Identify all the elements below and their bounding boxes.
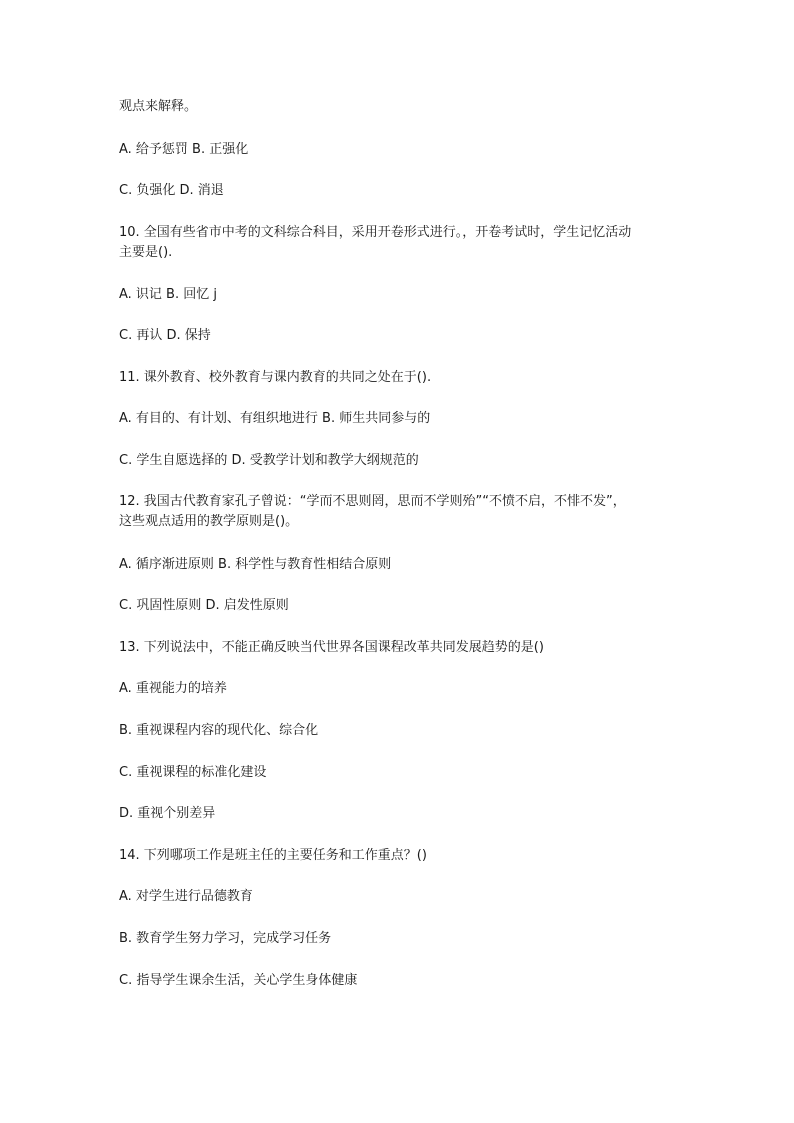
- q10-options-ab: A. 识记 B. 回忆 j: [119, 287, 217, 302]
- q12-stem: 12. 我国古代教育家孔子曾说：“学而不思则罔，思而不学则殆”“不愤不启，不悱不发”，: [119, 494, 626, 509]
- q14-stem: 14. 下列哪项工作是班主任的主要任务和工作重点？(): [119, 848, 427, 863]
- q11-options-cd: C. 学生自愿选择的 D. 受教学计划和教学大纲规范的: [119, 453, 419, 468]
- q14-option-c: C. 指导学生课余生活，关心学生身体健康: [119, 973, 358, 988]
- q13-option-b: B. 重视课程内容的现代化、综合化: [119, 723, 319, 738]
- q10-stem: 10. 全国有些省市中考的文科综合科目，采用开卷形式进行。，开卷考试时，学生记忆活动: [119, 225, 632, 240]
- q11-stem: 11. 课外教育、校外教育与课内教育的共同之处在于().: [119, 370, 432, 385]
- q13-option-c: C. 重视课程的标准化建设: [119, 765, 267, 780]
- q13-stem: 13. 下列说法中，不能正确反映当代世界各国课程改革共同发展趋势的是(): [119, 640, 544, 655]
- q9-options-ab: A. 给予惩罚 B. 正强化: [119, 142, 249, 157]
- q12-options-cd: C. 巩固性原则 D. 启发性原则: [119, 598, 289, 613]
- q12-options-ab: A. 循序渐进原则 B. 科学性与教育性相结合原则: [119, 557, 392, 572]
- q10-options-cd: C. 再认 D. 保持: [119, 328, 211, 343]
- q10-stem-cont: 主要是().: [119, 245, 173, 260]
- text-line-continuation: 观点来解释。: [119, 99, 198, 114]
- q9-options-cd: C. 负强化 D. 消退: [119, 183, 224, 198]
- q13-option-a: A. 重视能力的培养: [119, 681, 227, 696]
- q11-options-ab: A. 有目的、有计划、有组织地进行 B. 师生共同参与的: [119, 411, 431, 426]
- q13-option-d: D. 重视个别差异: [119, 806, 216, 821]
- q14-option-a: A. 对学生进行品德教育: [119, 889, 253, 904]
- q14-option-b: B. 教育学生努力学习，完成学习任务: [119, 931, 332, 946]
- q12-stem-cont: 这些观点适用的教学原则是()。: [119, 514, 299, 529]
